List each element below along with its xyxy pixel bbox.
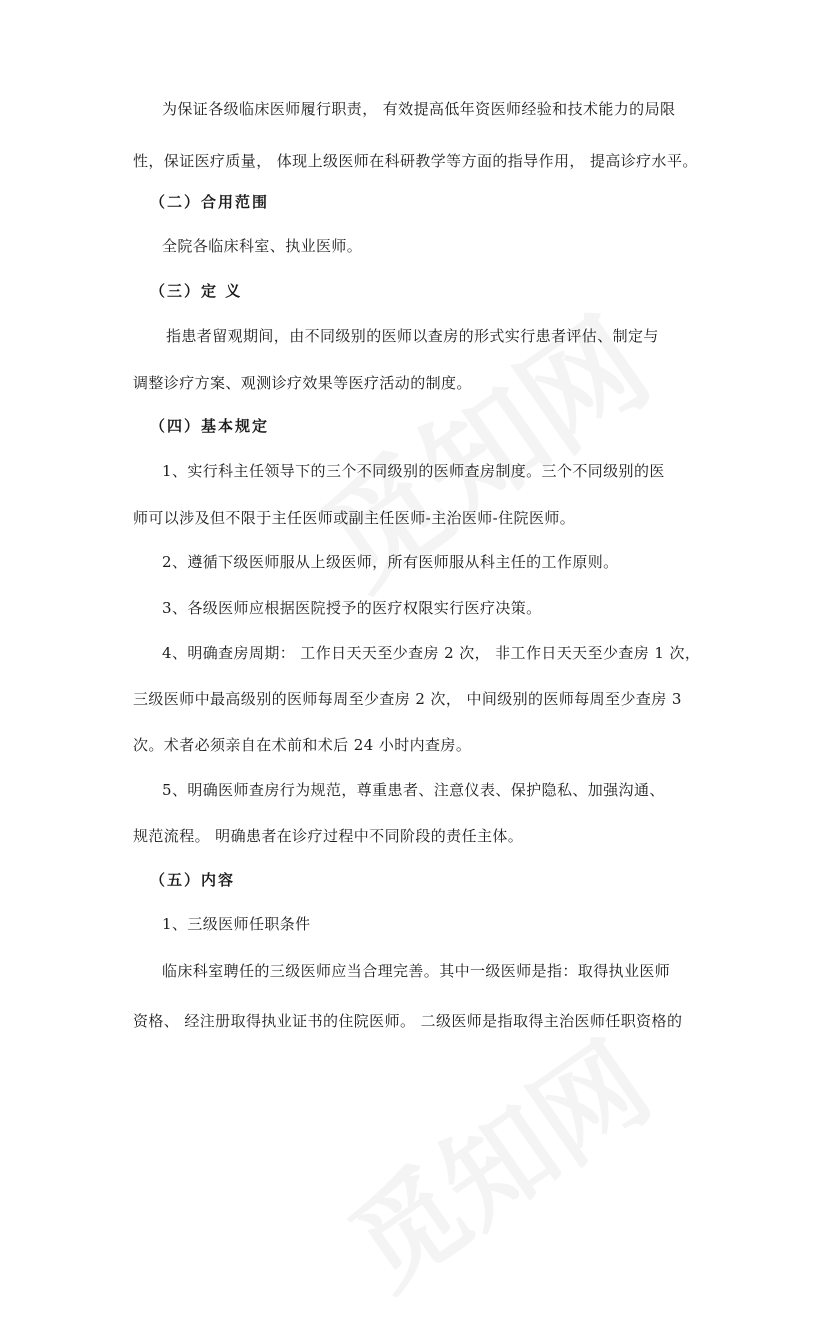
body-text-line: 指患者留观期间，由不同级别的医师以查房的形式实行患者评估、制定与 [166,327,659,345]
watermark [315,1000,676,1318]
section-heading: （四）基本规定 [150,417,270,435]
section-heading: （二）合用范围 [150,193,270,211]
body-text-line: 规范流程。 明确患者在诊疗过程中不同阶段的责任主体。 [133,827,524,845]
body-text-line: 次。术者必须亲自在术前和术后 24 小时内查房。 [133,736,472,754]
body-text-line: 1、实行科主任领导下的三个不同级别的医师查房制度。三个不同级别的医 [162,462,665,480]
body-text-line: 4、明确查房周期： 工作日天天至少查房 2 次， 非工作日天天至少查房 1 次， [162,644,701,662]
body-text-line: 3、各级医师应根据医院授予的医疗权限实行医疗决策。 [162,599,542,617]
body-text-line: 临床科室聘任的三级医师应当合理完善。其中一级医师是指：取得执业医师 [162,962,671,980]
body-text-line: 5、明确医师查房行为规范，尊重患者、注意仪表、保护隐私、加强沟通、 [162,781,665,799]
body-text-line: 性，保证医疗质量， 体现上级医师在科研教学等方面的指导作用， 提高诊疗水平。 [133,152,698,170]
body-text-line: 2、遵循下级医师服从上级医师，所有医师服从科主任的工作原则。 [162,553,619,571]
body-text-line: 调整诊疗方案、观测诊疗效果等医疗活动的制度。 [133,374,472,392]
body-text-line: 师可以涉及但不限于主任医师或副主任医师-主治医师-住院医师。 [133,509,576,527]
body-text-line: 1、三级医师任职条件 [162,915,311,933]
body-text-line: 三级医师中最高级别的医师每周至少查房 2 次， 中间级别的医师每周至少查房 3 [133,690,682,708]
body-text-line: 全院各临床科室、执业医师。 [162,237,363,255]
section-heading: （三）定 义 [150,282,243,300]
body-text-line: 资格、 经注册取得执业证书的住院医师。 二级医师是指取得主治医师任职资格的 [133,1012,683,1030]
body-text-line: 为保证各级临床医师履行职责， 有效提高低年资医师经验和技术能力的局限 [162,100,676,118]
section-heading: （五）内容 [150,871,236,889]
